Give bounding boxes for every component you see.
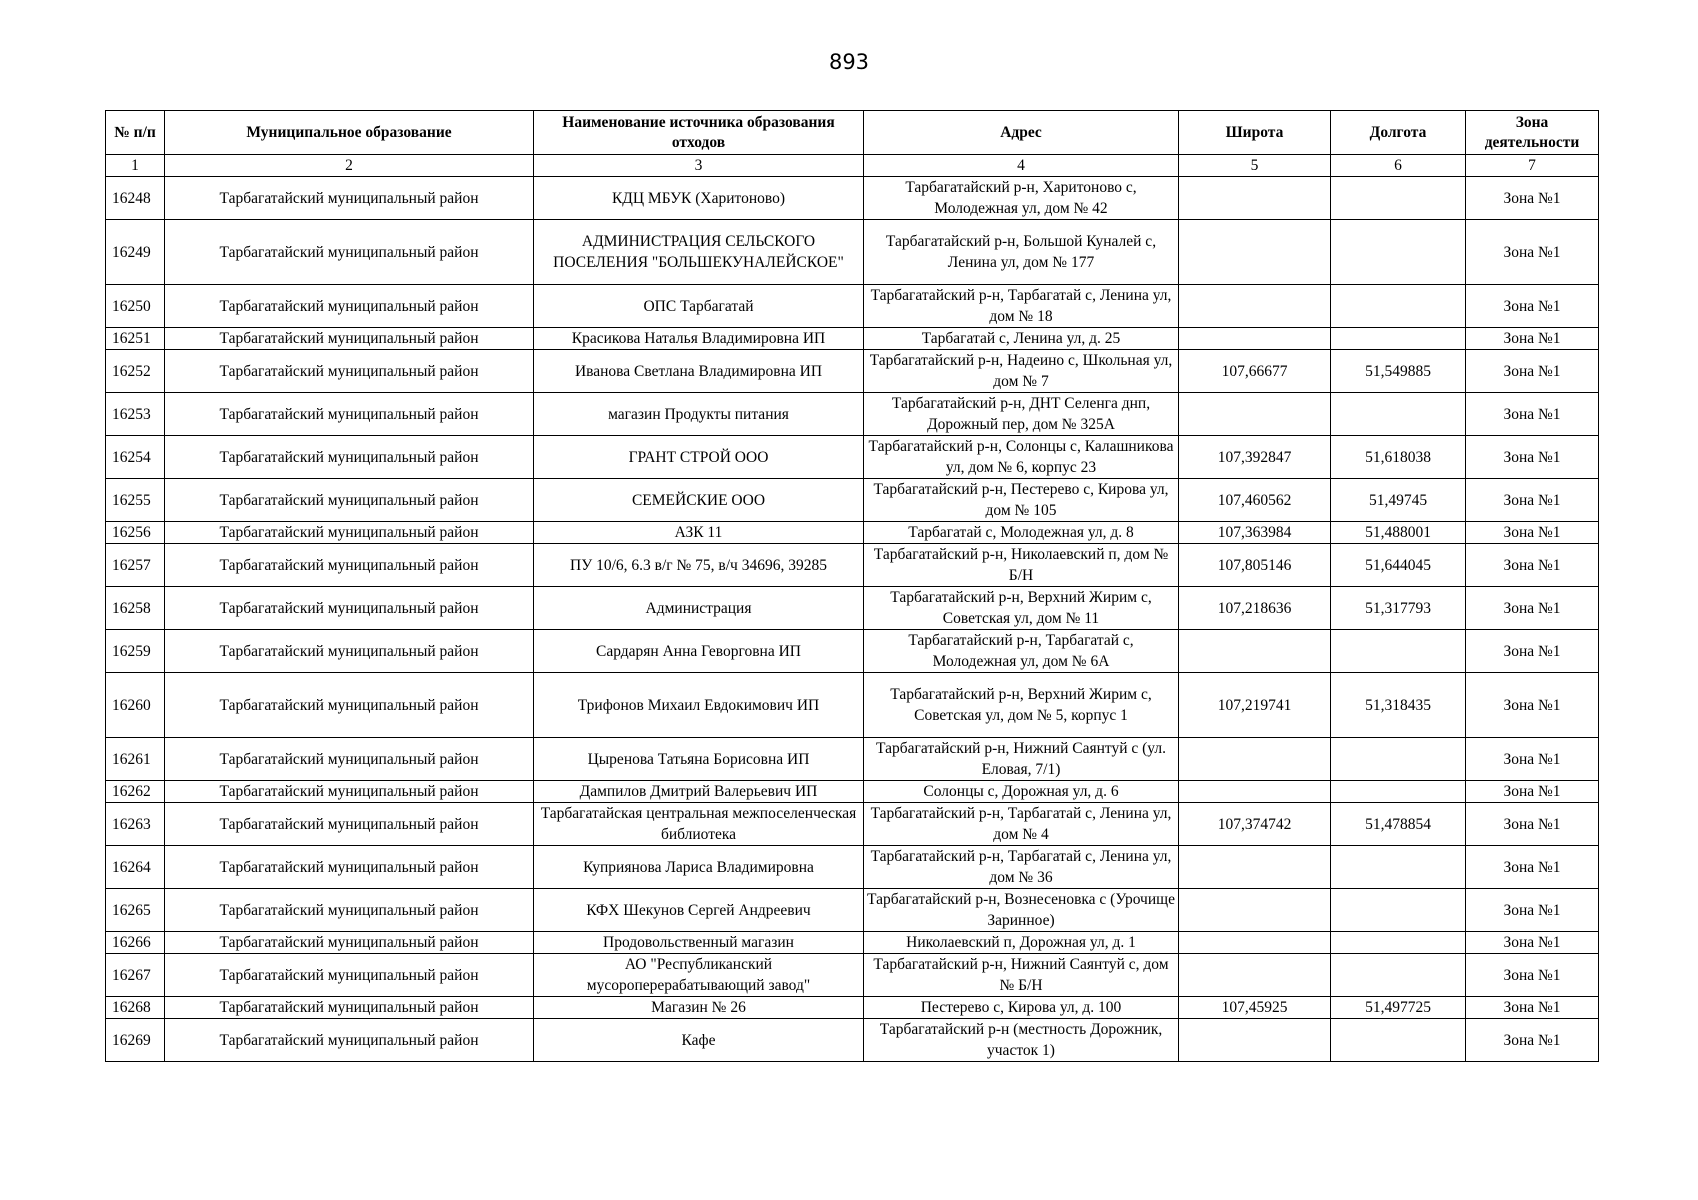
column-number-5: 5 xyxy=(1179,155,1331,177)
address-cell: Тарбагатай с, Ленина ул, д. 25 xyxy=(864,328,1179,350)
table-row xyxy=(106,285,1599,328)
municipality-cell: Тарбагатайский муниципальный район xyxy=(165,803,534,846)
zone-cell: Зона №1 xyxy=(1466,738,1599,781)
table-row xyxy=(106,997,1599,1019)
latitude-cell: 107,218636 xyxy=(1179,587,1331,630)
source-cell: ОПС Тарбагатай xyxy=(534,285,864,328)
table-row xyxy=(106,738,1599,781)
table-row xyxy=(106,587,1599,630)
address-cell: Тарбагатайский р-н, Тарбагатай с, Ленина ул, дом № 36 xyxy=(864,846,1179,889)
column-number-3: 3 xyxy=(534,155,864,177)
latitude-cell xyxy=(1179,630,1331,673)
latitude-cell xyxy=(1179,328,1331,350)
row-number: 16264 xyxy=(106,846,165,889)
source-cell: Цыренова Татьяна Борисовна ИП xyxy=(534,738,864,781)
table-row xyxy=(106,393,1599,436)
zone-cell: Зона №1 xyxy=(1466,587,1599,630)
municipality-cell: Тарбагатайский муниципальный район xyxy=(165,932,534,954)
municipality-cell: Тарбагатайский муниципальный район xyxy=(165,630,534,673)
longitude-cell: 51,317793 xyxy=(1331,587,1466,630)
table-row xyxy=(106,220,1599,285)
zone-cell: Зона №1 xyxy=(1466,285,1599,328)
latitude-cell: 107,66677 xyxy=(1179,350,1331,393)
municipality-cell: Тарбагатайский муниципальный район xyxy=(165,1019,534,1062)
municipality-cell: Тарбагатайский муниципальный район xyxy=(165,997,534,1019)
row-number: 16250 xyxy=(106,285,165,328)
row-number: 16261 xyxy=(106,738,165,781)
longitude-cell xyxy=(1331,177,1466,220)
row-number: 16269 xyxy=(106,1019,165,1062)
row-number: 16258 xyxy=(106,587,165,630)
latitude-cell: 107,460562 xyxy=(1179,479,1331,522)
municipality-cell: Тарбагатайский муниципальный район xyxy=(165,393,534,436)
source-cell: СЕМЕЙСКИЕ ООО xyxy=(534,479,864,522)
longitude-cell: 51,644045 xyxy=(1331,544,1466,587)
address-cell: Тарбагатайский р-н, Николаевский п, дом № Б/Н xyxy=(864,544,1179,587)
source-cell: Красикова Наталья Владимировна ИП xyxy=(534,328,864,350)
zone-cell: Зона №1 xyxy=(1466,846,1599,889)
latitude-cell xyxy=(1179,781,1331,803)
table-row xyxy=(106,522,1599,544)
address-cell: Тарбагатайский р-н, Тарбагатай с, Ленина ул, дом № 18 xyxy=(864,285,1179,328)
longitude-cell xyxy=(1331,781,1466,803)
source-cell: Кафе xyxy=(534,1019,864,1062)
column-header-number: № п/п xyxy=(106,111,165,155)
address-cell: Тарбагатайский р-н, Надеино с, Школьная ул, дом № 7 xyxy=(864,350,1179,393)
column-number-1: 1 xyxy=(106,155,165,177)
zone-cell: Зона №1 xyxy=(1466,177,1599,220)
address-cell: Тарбагатайский р-н, Солонцы с, Калашникова ул, дом № 6, корпус 23 xyxy=(864,436,1179,479)
zone-cell: Зона №1 xyxy=(1466,1019,1599,1062)
latitude-cell xyxy=(1179,846,1331,889)
table-body xyxy=(106,177,1599,1062)
table-row xyxy=(106,889,1599,932)
municipality-cell: Тарбагатайский муниципальный район xyxy=(165,522,534,544)
address-cell: Тарбагатай с, Молодежная ул, д. 8 xyxy=(864,522,1179,544)
zone-cell: Зона №1 xyxy=(1466,954,1599,997)
municipality-cell: Тарбагатайский муниципальный район xyxy=(165,350,534,393)
latitude-cell xyxy=(1179,177,1331,220)
source-cell: Продовольственный магазин xyxy=(534,932,864,954)
address-cell: Тарбагатайский р-н, Тарбагатай с, Ленина ул, дом № 4 xyxy=(864,803,1179,846)
address-cell: Тарбагатайский р-н, Верхний Жирим с, Советская ул, дом № 5, корпус 1 xyxy=(864,673,1179,738)
address-cell: Николаевский п, Дорожная ул, д. 1 xyxy=(864,932,1179,954)
longitude-cell: 51,497725 xyxy=(1331,997,1466,1019)
longitude-cell xyxy=(1331,328,1466,350)
latitude-cell: 107,363984 xyxy=(1179,522,1331,544)
row-number: 16257 xyxy=(106,544,165,587)
latitude-cell: 107,45925 xyxy=(1179,997,1331,1019)
zone-cell: Зона №1 xyxy=(1466,889,1599,932)
latitude-cell: 107,805146 xyxy=(1179,544,1331,587)
column-header-address: Адрес xyxy=(864,111,1179,155)
column-number-6: 6 xyxy=(1331,155,1466,177)
source-cell: ГРАНТ СТРОЙ ООО xyxy=(534,436,864,479)
latitude-cell xyxy=(1179,393,1331,436)
zone-cell: Зона №1 xyxy=(1466,803,1599,846)
zone-cell: Зона №1 xyxy=(1466,522,1599,544)
zone-cell: Зона №1 xyxy=(1466,350,1599,393)
longitude-cell xyxy=(1331,1019,1466,1062)
source-cell: АО "Республиканский мусороперерабатывающий завод" xyxy=(534,954,864,997)
zone-cell: Зона №1 xyxy=(1466,220,1599,285)
column-header-longitude: Долгота xyxy=(1331,111,1466,155)
municipality-cell: Тарбагатайский муниципальный район xyxy=(165,781,534,803)
source-cell: АЗК 11 xyxy=(534,522,864,544)
municipality-cell: Тарбагатайский муниципальный район xyxy=(165,587,534,630)
latitude-cell xyxy=(1179,932,1331,954)
row-number: 16256 xyxy=(106,522,165,544)
column-number-4: 4 xyxy=(864,155,1179,177)
latitude-cell: 107,219741 xyxy=(1179,673,1331,738)
municipality-cell: Тарбагатайский муниципальный район xyxy=(165,479,534,522)
row-number: 16268 xyxy=(106,997,165,1019)
address-cell: Тарбагатайский р-н, Вознесеновка с (Урочище Заринное) xyxy=(864,889,1179,932)
table-row xyxy=(106,630,1599,673)
municipality-cell: Тарбагатайский муниципальный район xyxy=(165,285,534,328)
source-cell: магазин Продукты питания xyxy=(534,393,864,436)
zone-cell: Зона №1 xyxy=(1466,436,1599,479)
source-cell: ПУ 10/6, 6.3 в/г № 75, в/ч 34696, 39285 xyxy=(534,544,864,587)
longitude-cell xyxy=(1331,738,1466,781)
row-number: 16255 xyxy=(106,479,165,522)
source-cell: КФХ Шекунов Сергей Андреевич xyxy=(534,889,864,932)
longitude-cell xyxy=(1331,393,1466,436)
table-row xyxy=(106,436,1599,479)
row-number: 16267 xyxy=(106,954,165,997)
source-cell: Магазин № 26 xyxy=(534,997,864,1019)
source-cell: КДЦ МБУК (Харитоново) xyxy=(534,177,864,220)
longitude-cell: 51,478854 xyxy=(1331,803,1466,846)
row-number: 16254 xyxy=(106,436,165,479)
column-header-zone: Зона деятельности xyxy=(1466,111,1599,155)
latitude-cell xyxy=(1179,738,1331,781)
row-number: 16262 xyxy=(106,781,165,803)
longitude-cell xyxy=(1331,285,1466,328)
table-row xyxy=(106,328,1599,350)
municipality-cell: Тарбагатайский муниципальный район xyxy=(165,220,534,285)
zone-cell: Зона №1 xyxy=(1466,479,1599,522)
source-cell: Трифонов Михаил Евдокимович ИП xyxy=(534,673,864,738)
longitude-cell: 51,49745 xyxy=(1331,479,1466,522)
table-row xyxy=(106,1019,1599,1062)
column-header-latitude: Широта xyxy=(1179,111,1331,155)
municipality-cell: Тарбагатайский муниципальный район xyxy=(165,954,534,997)
waste-source-table xyxy=(105,110,1599,1062)
source-cell: Иванова Светлана Владимировна ИП xyxy=(534,350,864,393)
source-cell: Куприянова Лариса Владимировна xyxy=(534,846,864,889)
table-row xyxy=(106,350,1599,393)
address-cell: Пестерево с, Кирова ул, д. 100 xyxy=(864,997,1179,1019)
address-cell: Тарбагатайский р-н, ДНТ Селенга днп, Дорожный пер, дом № 325А xyxy=(864,393,1179,436)
source-cell: АДМИНИСТРАЦИЯ СЕЛЬСКОГО ПОСЕЛЕНИЯ "БОЛЬШЕКУНАЛЕЙСКОЕ" xyxy=(534,220,864,285)
table-row xyxy=(106,544,1599,587)
municipality-cell: Тарбагатайский муниципальный район xyxy=(165,328,534,350)
table-row xyxy=(106,673,1599,738)
municipality-cell: Тарбагатайский муниципальный район xyxy=(165,177,534,220)
row-number: 16260 xyxy=(106,673,165,738)
longitude-cell xyxy=(1331,954,1466,997)
longitude-cell xyxy=(1331,889,1466,932)
row-number: 16265 xyxy=(106,889,165,932)
zone-cell: Зона №1 xyxy=(1466,393,1599,436)
source-cell: Тарбагатайская центральная межпоселенческая библиотека xyxy=(534,803,864,846)
zone-cell: Зона №1 xyxy=(1466,328,1599,350)
page-number: 893 xyxy=(828,50,870,74)
latitude-cell xyxy=(1179,889,1331,932)
longitude-cell: 51,618038 xyxy=(1331,436,1466,479)
row-number: 16248 xyxy=(106,177,165,220)
row-number: 16259 xyxy=(106,630,165,673)
table-row xyxy=(106,932,1599,954)
longitude-cell xyxy=(1331,630,1466,673)
column-header-source: Наименование источника образования отходов xyxy=(534,111,864,155)
municipality-cell: Тарбагатайский муниципальный район xyxy=(165,846,534,889)
row-number: 16251 xyxy=(106,328,165,350)
zone-cell: Зона №1 xyxy=(1466,630,1599,673)
address-cell: Тарбагатайский р-н, Верхний Жирим с, Советская ул, дом № 11 xyxy=(864,587,1179,630)
municipality-cell: Тарбагатайский муниципальный район xyxy=(165,889,534,932)
zone-cell: Зона №1 xyxy=(1466,932,1599,954)
municipality-cell: Тарбагатайский муниципальный район xyxy=(165,544,534,587)
zone-cell: Зона №1 xyxy=(1466,673,1599,738)
longitude-cell xyxy=(1331,932,1466,954)
municipality-cell: Тарбагатайский муниципальный район xyxy=(165,738,534,781)
address-cell: Тарбагатайский р-н, Пестерево с, Кирова ул, дом № 105 xyxy=(864,479,1179,522)
row-number: 16249 xyxy=(106,220,165,285)
table-row xyxy=(106,954,1599,997)
row-number: 16263 xyxy=(106,803,165,846)
column-number-7: 7 xyxy=(1466,155,1599,177)
column-header-municipality: Муниципальное образование xyxy=(165,111,534,155)
longitude-cell xyxy=(1331,220,1466,285)
row-number: 16253 xyxy=(106,393,165,436)
zone-cell: Зона №1 xyxy=(1466,997,1599,1019)
latitude-cell: 107,392847 xyxy=(1179,436,1331,479)
latitude-cell xyxy=(1179,954,1331,997)
latitude-cell: 107,374742 xyxy=(1179,803,1331,846)
latitude-cell xyxy=(1179,220,1331,285)
source-cell: Администрация xyxy=(534,587,864,630)
latitude-cell xyxy=(1179,285,1331,328)
column-number-2: 2 xyxy=(165,155,534,177)
zone-cell: Зона №1 xyxy=(1466,544,1599,587)
longitude-cell xyxy=(1331,846,1466,889)
table-row xyxy=(106,177,1599,220)
address-cell: Солонцы с, Дорожная ул, д. 6 xyxy=(864,781,1179,803)
longitude-cell: 51,318435 xyxy=(1331,673,1466,738)
table-row xyxy=(106,803,1599,846)
table-row xyxy=(106,846,1599,889)
table-header xyxy=(106,111,1599,177)
address-cell: Тарбагатайский р-н (местность Дорожник, участок 1) xyxy=(864,1019,1179,1062)
table-row xyxy=(106,781,1599,803)
row-number: 16266 xyxy=(106,932,165,954)
source-cell: Дампилов Дмитрий Валерьевич ИП xyxy=(534,781,864,803)
address-cell: Тарбагатайский р-н, Тарбагатай с, Молодежная ул, дом № 6А xyxy=(864,630,1179,673)
municipality-cell: Тарбагатайский муниципальный район xyxy=(165,673,534,738)
address-cell: Тарбагатайский р-н, Харитоново с, Молодежная ул, дом № 42 xyxy=(864,177,1179,220)
longitude-cell: 51,549885 xyxy=(1331,350,1466,393)
source-cell: Сардарян Анна Геворговна ИП xyxy=(534,630,864,673)
zone-cell: Зона №1 xyxy=(1466,781,1599,803)
longitude-cell: 51,488001 xyxy=(1331,522,1466,544)
row-number: 16252 xyxy=(106,350,165,393)
address-cell: Тарбагатайский р-н, Нижний Саянтуй с, дом № Б/Н xyxy=(864,954,1179,997)
address-cell: Тарбагатайский р-н, Большой Куналей с, Ленина ул, дом № 177 xyxy=(864,220,1179,285)
municipality-cell: Тарбагатайский муниципальный район xyxy=(165,436,534,479)
address-cell: Тарбагатайский р-н, Нижний Саянтуй с (ул. Еловая, 7/1) xyxy=(864,738,1179,781)
table-row xyxy=(106,479,1599,522)
latitude-cell xyxy=(1179,1019,1331,1062)
